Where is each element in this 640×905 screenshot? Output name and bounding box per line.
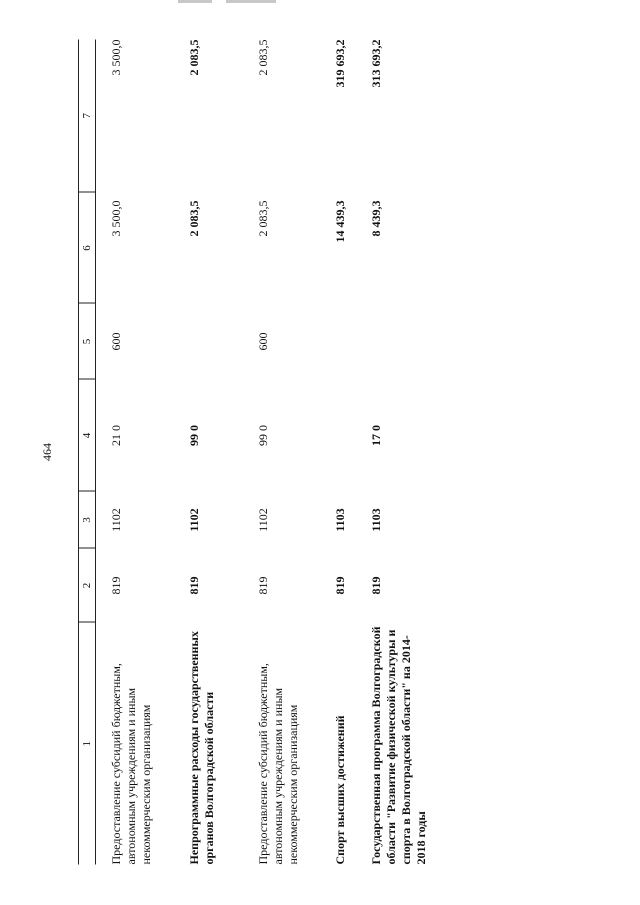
col-header-5: 5 [79,304,96,380]
col-header-2: 2 [79,549,96,623]
budget-table [78,40,429,865]
cell-ministry-code: 819 [333,576,347,595]
cell-section-code: 1103 [333,508,347,532]
header-scrap-left [178,0,212,3]
col-header-7: 7 [79,40,96,193]
cell-target-code: 21 0 [109,425,123,446]
cell-amount-6: 2 083,5 [256,200,270,237]
cell-amount-7: 2 083,5 [187,39,201,76]
cell-target-code: 17 0 [369,425,383,446]
cell-target-code [320,380,355,492]
col-header-4: 4 [79,380,96,492]
cell-expense-type [355,304,429,380]
cell-amount-7: 313 693,2 [369,39,383,88]
col-header-3: 3 [79,492,96,549]
row-name: Государственная программа Волгоградской области "Развитие физической культуры и спорта в Волгоградской области" на 2014-2018 годы [369,626,428,865]
row-name: Предоставление субсидий бюджетным, автономным учреждениям и иным некоммерческим организациям [109,663,153,865]
table-row [320,40,355,865]
cell-amount-7: 3 500,0 [109,39,123,76]
cell-amount-7: 319 693,2 [333,39,347,88]
cell-expense-type [320,304,355,380]
cell-amount-6: 8 439,3 [369,200,383,237]
table-row [173,40,241,865]
cell-amount-6: 2 083,5 [187,200,201,237]
rotated-page [40,40,600,865]
row-name: Предоставление субсидий бюджетным, автономным учреждениям и иным некоммерческим организациям [256,663,300,865]
cell-section-code: 1103 [369,508,383,532]
cell-target-code: 99 0 [187,425,201,446]
cell-target-code: 99 0 [256,425,270,446]
cell-amount-6: 3 500,0 [109,200,123,237]
table-row [241,40,320,865]
cell-expense-type [173,304,241,380]
col-header-6: 6 [79,193,96,304]
cell-expense-type: 600 [256,332,270,351]
col-header-1: 1 [79,623,96,865]
header-scrap-right [226,0,276,3]
cell-ministry-code: 819 [187,576,201,595]
cell-amount-7: 2 083,5 [256,39,270,76]
header-row [79,40,96,865]
cell-amount-6: 14 439,3 [333,200,347,243]
row-name: Спорт высших достижений [333,715,347,865]
cell-section-code: 1102 [109,508,123,532]
page-number: 464 [40,443,54,461]
cell-ministry-code: 819 [256,576,270,595]
cell-section-code: 1102 [187,508,201,532]
cell-section-code: 1102 [256,508,270,532]
cell-ministry-code: 819 [369,576,383,595]
table-row [96,40,174,865]
table-row [355,40,429,865]
cell-ministry-code: 819 [109,576,123,595]
row-name: Непрограммные расходы государственных органов Волгоградской области [187,631,216,865]
cell-expense-type: 600 [109,332,123,351]
